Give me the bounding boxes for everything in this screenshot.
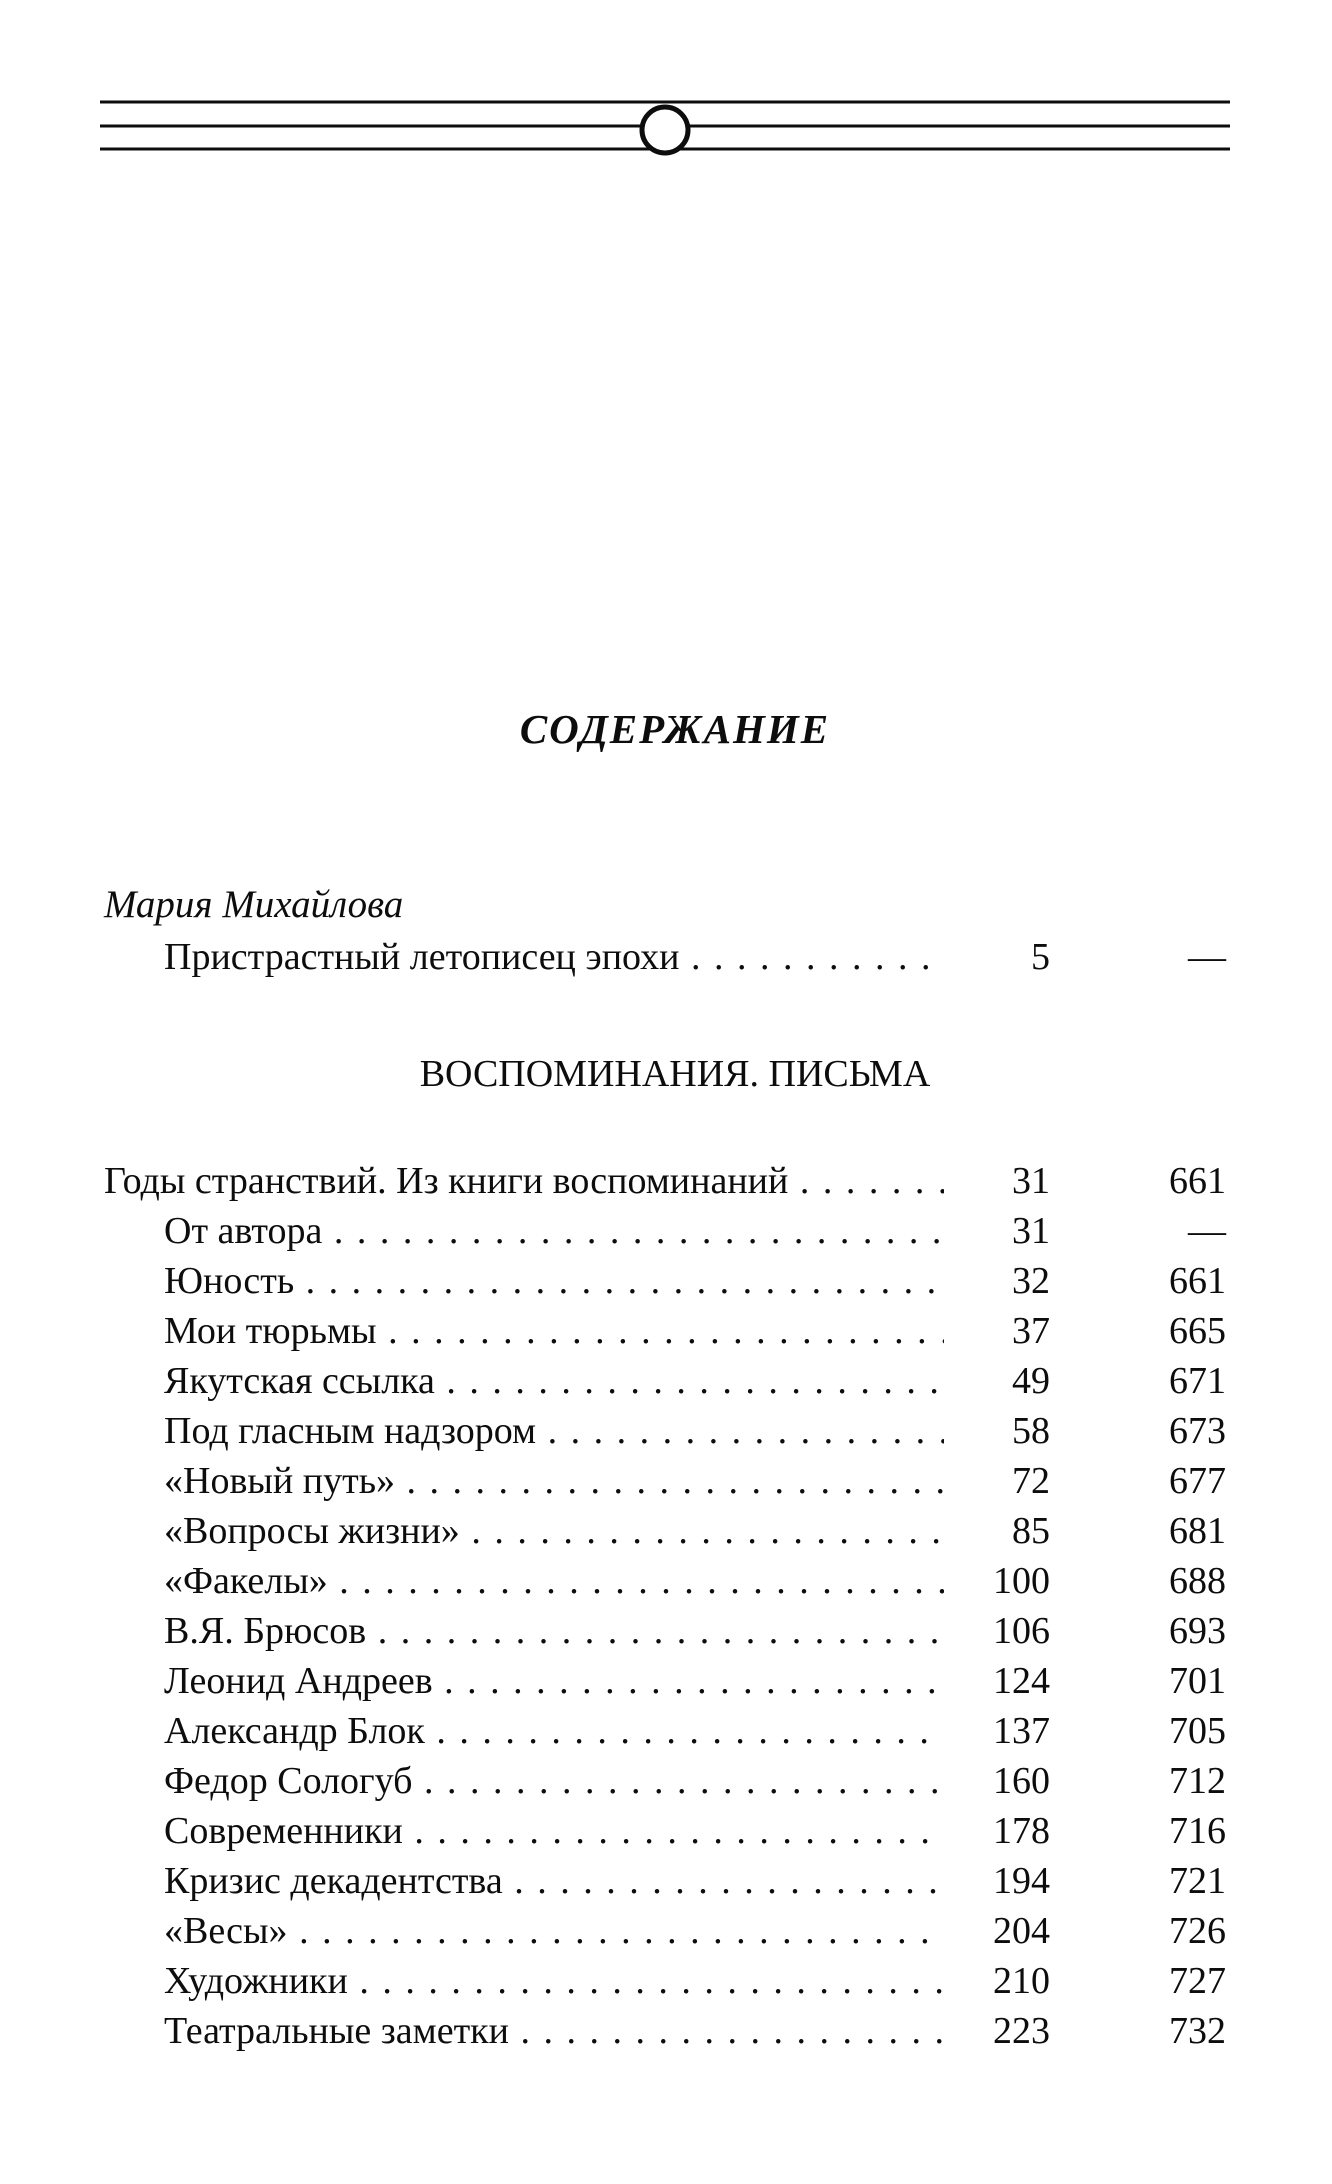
toc-entry-title: Кризис декадентства . . . [164,1856,944,1906]
toc-entry[interactable] [0,1356,1332,1406]
toc-entry-commentary-page: 671 [1169,1360,1226,1402]
toc-entry-commentary-page: 673 [1169,1410,1226,1452]
toc-entry-title: Годы странствий. Из книги воспоминаний . . . [104,1156,944,1206]
toc-entry-commentary-page: 727 [1169,1960,1226,2002]
toc-entry-page: 31 [1012,1160,1050,1202]
section-title: ВОСПОМИНАНИЯ. ПИСЬМА [419,1053,931,1095]
toc-entry[interactable] [0,1406,1332,1456]
toc-entry-commentary-page: 701 [1169,1660,1226,1702]
toc-entry-title: Под гласным надзором . . . [164,1406,944,1456]
toc-entry-page: 223 [993,2010,1050,2052]
toc-entry-commentary-page: 726 [1169,1910,1226,1952]
toc-entry-page: 37 [1012,1310,1050,1352]
toc-entry-title: Мои тюрьмы . . . [164,1306,944,1356]
toc-entry-commentary-page: 693 [1169,1610,1226,1652]
toc-entry-title: Современники . . . [164,1806,944,1856]
toc-entry-title: Леонид Андреев . . . [164,1656,944,1706]
toc-entry-commentary-page: 732 [1169,2010,1226,2052]
toc-entry[interactable] [0,932,1332,982]
toc-entry-page: 31 [1012,1210,1050,1252]
toc-entry[interactable] [0,1306,1332,1356]
header-ornament [100,92,1230,162]
toc-entry-title: «Новый путь» . . . [164,1456,944,1506]
contents-heading: СОДЕРЖАНИЕ [519,706,831,752]
toc-entry-commentary-page: 721 [1169,1860,1226,1902]
toc-entry-title: Художники . . . [164,1956,944,2006]
toc-entry-commentary-page: 661 [1169,1260,1226,1302]
toc-entry-page: 85 [1012,1510,1050,1552]
toc-entry-title: В.Я. Брюсов . . . [164,1606,944,1656]
toc-entry-commentary-page: 661 [1169,1160,1226,1202]
toc-entry-page: 194 [993,1860,1050,1902]
toc-entry-page: 204 [993,1910,1050,1952]
toc-entry-commentary-page: 665 [1169,1310,1226,1352]
toc-entry[interactable] [0,1506,1332,1556]
toc-entry-title: «Факелы» . . . [164,1556,944,1606]
toc-entry-page: 106 [993,1610,1050,1652]
toc-entry-page: 124 [993,1660,1050,1702]
toc-entry-title: «Весы» . . . [164,1906,944,1956]
toc-entry-page: 178 [993,1810,1050,1852]
toc-entry-commentary-page: — [1188,1210,1226,1252]
toc-entry-title: «Вопросы жизни» . . . [164,1506,944,1556]
toc-entry-commentary-page: 677 [1169,1460,1226,1502]
toc-entry-page: 58 [1012,1410,1050,1452]
toc-entry-commentary-page: 688 [1169,1560,1226,1602]
toc-entry[interactable] [0,1956,1332,2006]
toc-entry-commentary-page: 705 [1169,1710,1226,1752]
toc-entry[interactable] [0,1156,1332,1206]
toc-entry-commentary-page: — [1188,936,1226,978]
toc-entry-page: 49 [1012,1360,1050,1402]
toc-entry-page: 32 [1012,1260,1050,1302]
toc-entry[interactable] [0,2006,1332,2056]
toc-entry-commentary-page: 712 [1169,1760,1226,1802]
toc-entry[interactable] [0,1606,1332,1656]
toc-entry-title: Юность . . . [164,1256,944,1306]
toc-entry[interactable] [0,1706,1332,1756]
toc-entry-title: От автора . . . [164,1206,944,1256]
toc-entry-title: Пристрастный летописец эпохи . . . [164,932,944,982]
toc-entry-page: 137 [993,1710,1050,1752]
toc-entry[interactable] [0,1756,1332,1806]
toc-entry[interactable] [0,1906,1332,1956]
toc-entry-title: Якутская ссылка . . . [164,1356,944,1406]
toc-entry[interactable] [0,1806,1332,1856]
toc-entry[interactable] [0,1456,1332,1506]
toc-entry-commentary-page: 681 [1169,1510,1226,1552]
toc-entry-page: 72 [1012,1460,1050,1502]
toc-entry[interactable] [0,1656,1332,1706]
toc-entry-page: 5 [1031,936,1050,978]
toc-entry-commentary-page: 716 [1169,1810,1226,1852]
toc-entry-title: Александр Блок . . . [164,1706,944,1756]
toc-entry-title: Театральные заметки . . . [164,2006,944,2056]
toc-entry[interactable] [0,1556,1332,1606]
toc-entry-page: 100 [993,1560,1050,1602]
toc-entry-page: 160 [993,1760,1050,1802]
intro-author: Мария Михайлова [104,883,404,926]
toc-entry-title: Федор Сологуб . . . [164,1756,944,1806]
toc-entry[interactable] [0,1206,1332,1256]
toc-entry-page: 210 [993,1960,1050,2002]
toc-entry[interactable] [0,1256,1332,1306]
toc-entry[interactable] [0,1856,1332,1906]
